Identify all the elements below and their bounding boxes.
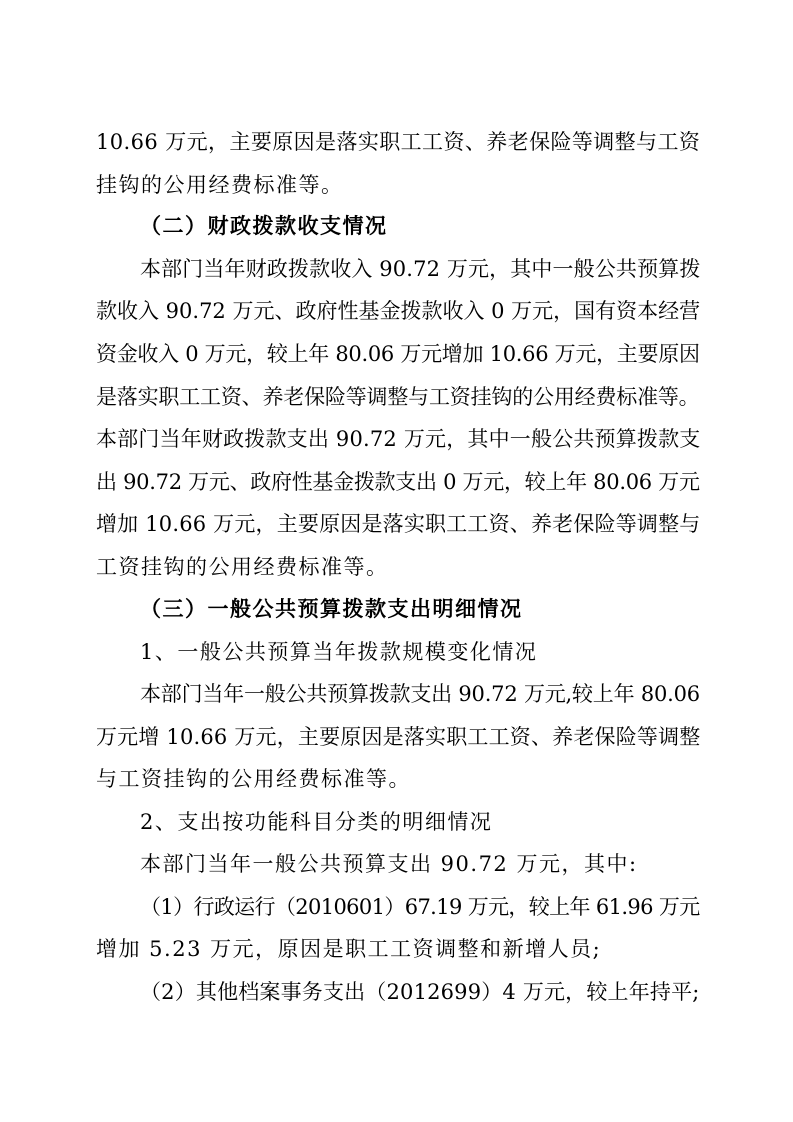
list-item-1: （1）行政运行（2010601）67.19 万元，较上年 61.96 万元 <box>140 895 700 919</box>
body-text-line: 10.66 万元，主要原因是落实职工工资、养老保险等调整与工资 <box>96 130 701 154</box>
body-text-line: 本部门当年一般公共预算支出 90.72 万元，其中: <box>140 852 638 876</box>
body-text-line: 与工资挂钩的公用经费标准等。 <box>96 767 411 791</box>
body-text-line: 增加 5.23 万元，原因是职工工资调整和新增人员; <box>96 937 602 961</box>
body-text-line: 出 90.72 万元、政府性基金拨款支出 0 万元，较上年 80.06 万元 <box>96 470 700 494</box>
body-text-line: 本部门当年财政拨款收入 90.72 万元，其中一般公共预算拨 <box>140 257 701 281</box>
subsection-heading-2: 2、支出按功能科目分类的明细情况 <box>140 810 493 834</box>
body-text-line: 资金收入 0 万元，较上年 80.06 万元增加 10.66 万元，主要原因 <box>96 342 700 366</box>
body-text-line: 款收入 90.72 万元、政府性基金拨款收入 0 万元，国有资本经营 <box>96 299 701 323</box>
section-heading-2: （二）财政拨款收支情况 <box>140 214 388 238</box>
body-text-line: 本部门当年财政拨款支出 90.72 万元，其中一般公共预算拨款支 <box>96 427 701 451</box>
body-text-line: 工资挂钩的公用经费标准等。 <box>96 555 389 579</box>
body-text-line: 本部门当年一般公共预算拨款支出 90.72 万元,较上年 80.06 <box>140 682 700 706</box>
body-text-line: 万元增 10.66 万元，主要原因是落实职工工资、养老保险等调整 <box>96 725 701 749</box>
subsection-heading-1: 1、一般公共预算当年拨款规模变化情况 <box>140 640 538 664</box>
body-text-line: 是落实职工工资、养老保险等调整与工资挂钩的公用经费标准等。 <box>96 385 700 409</box>
body-text-line: 增加 10.66 万元，主要原因是落实职工工资、养老保险等调整与 <box>96 512 701 536</box>
body-text-line: 挂钩的公用经费标准等。 <box>96 173 344 197</box>
list-item-2: （2）其他档案事务支出（2012699）4 万元，较上年持平; <box>140 980 700 1004</box>
section-heading-3: （三）一般公共预算拨款支出明细情况 <box>140 597 523 621</box>
